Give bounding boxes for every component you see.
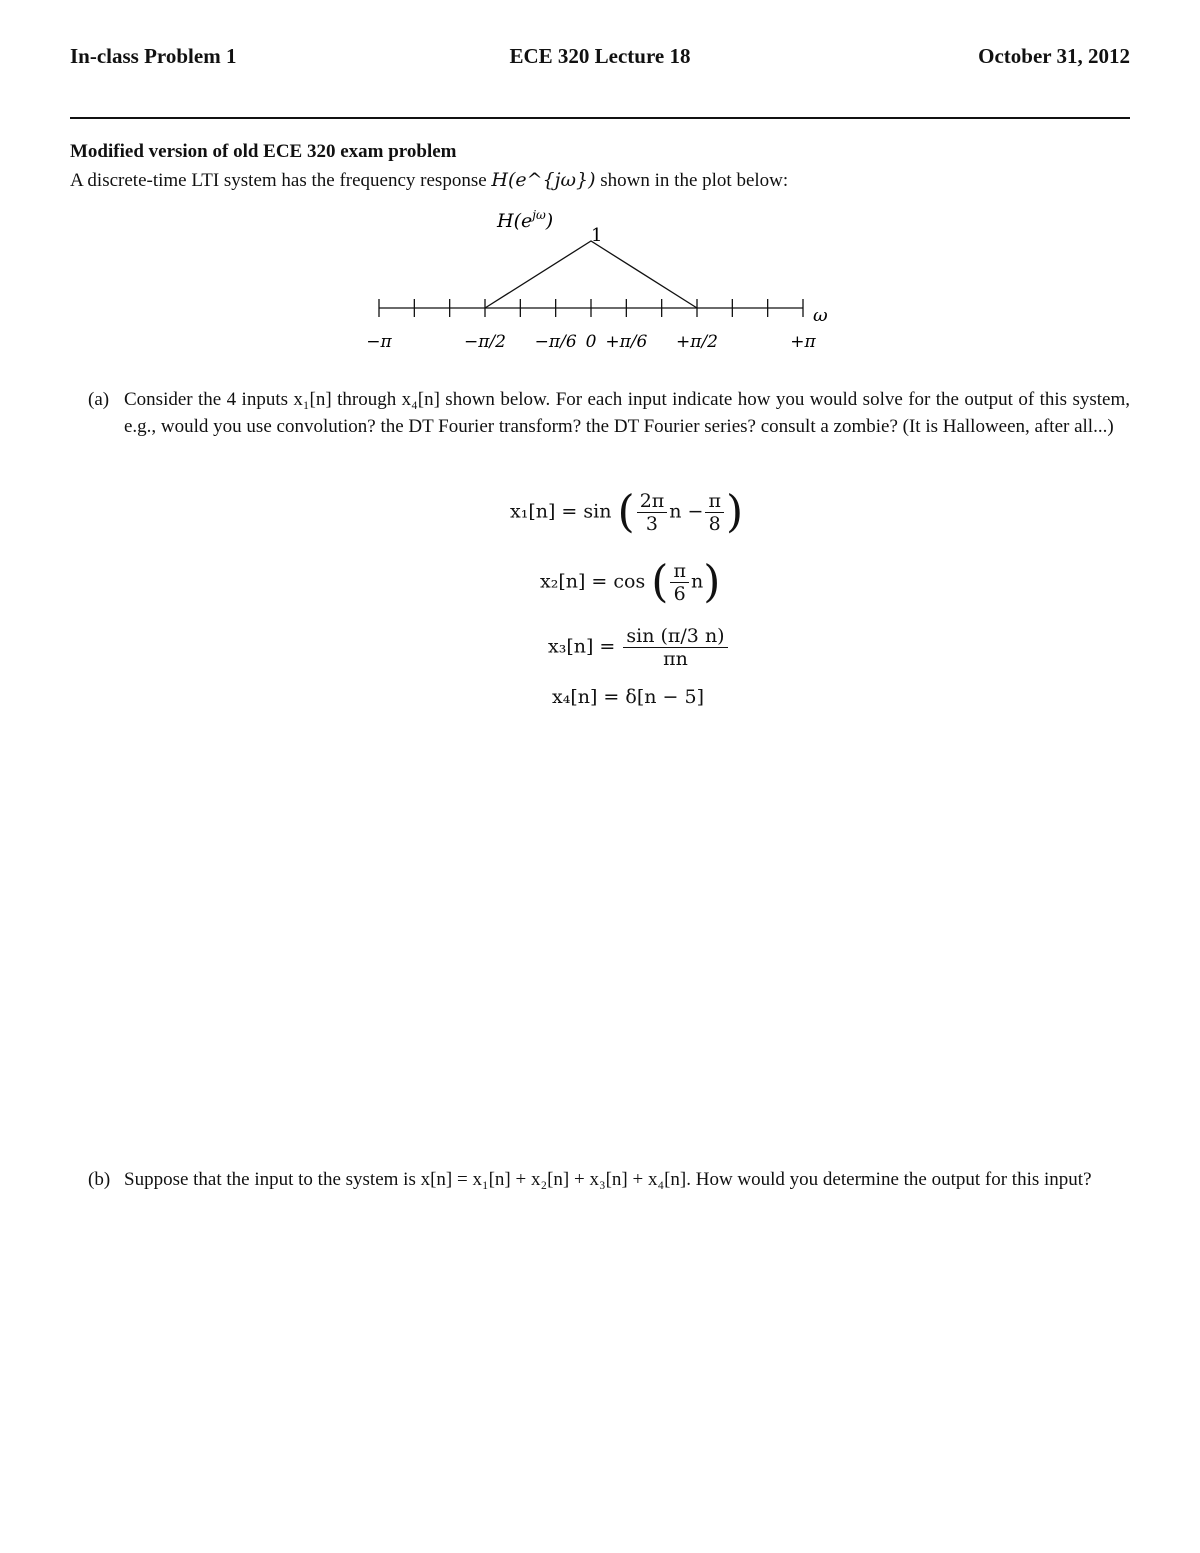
part-a — [88, 386, 1130, 440]
plot-ylabel-sup: jω — [532, 208, 546, 222]
part-a-label: (a) — [88, 389, 110, 410]
header-center: ECE 320 Lecture 18 — [509, 44, 691, 68]
page-header — [70, 44, 1130, 74]
equation-x2: x₂[n] = cos ( $\frac{\pi}{6}$ n) — [540, 556, 721, 608]
frequency-response-plot — [355, 205, 835, 355]
intro-text-post: shown in the plot below: — [595, 170, 789, 191]
equation-x4: x₄[n] = δ[n − 5] — [552, 686, 704, 708]
peak-label: 1 — [591, 225, 603, 246]
plot-ylabel: $H(e^{j\omega})$ — [497, 208, 554, 232]
part-b-text: Suppose that the input to the system is x[n] = x₁[n] + x₂[n] + x₃[n] + x₄[n]. How would you determine the output for this input? — [124, 1169, 1092, 1190]
tick-label: +π — [790, 332, 816, 352]
equation-x3: x₃[n] = $\frac{\sin (\pi/3 n)}{\pi n}$ — [548, 625, 730, 670]
header-right: October 31, 2012 — [978, 44, 1130, 68]
tick-label: −π/2 — [464, 332, 506, 352]
part-a-text: Consider the 4 inputs x₁[n] through x₄[n] shown below. For each input indicate how you would solve for the output of this system, e.g., would you use convolution? the DT Fourier transform? the DT Fourier series? consult a zombie? (It is Halloween, after all...) — [124, 389, 1130, 437]
axis-var-label: ω — [813, 305, 828, 326]
x-axis — [379, 299, 803, 317]
tick-label: 0 — [585, 332, 597, 352]
intro-math: H(e^{jω}) — [491, 169, 596, 191]
tick-label: −π/6 — [534, 332, 577, 352]
header-rule — [70, 117, 1130, 119]
response-line — [485, 241, 697, 308]
tick-label: −π — [366, 332, 392, 352]
problem-title: Modified version of old ECE 320 exam problem — [70, 141, 457, 162]
tick-label: +π/2 — [676, 332, 718, 352]
input-equations — [480, 480, 780, 720]
part-b-label: (b) — [88, 1169, 111, 1190]
problem-intro — [70, 169, 788, 192]
part-b — [88, 1166, 1130, 1193]
equation-x1: x₁[n] = sin ( $\frac{2\pi}{3}$ n − $\frac{\pi}{8}$ ) — [510, 486, 744, 538]
tick-labels — [366, 332, 816, 352]
header-left: In-class Problem 1 — [70, 44, 237, 68]
intro-text-pre: A discrete-time LTI system has the frequency response — [70, 170, 492, 191]
tick-label: +π/6 — [605, 332, 648, 352]
